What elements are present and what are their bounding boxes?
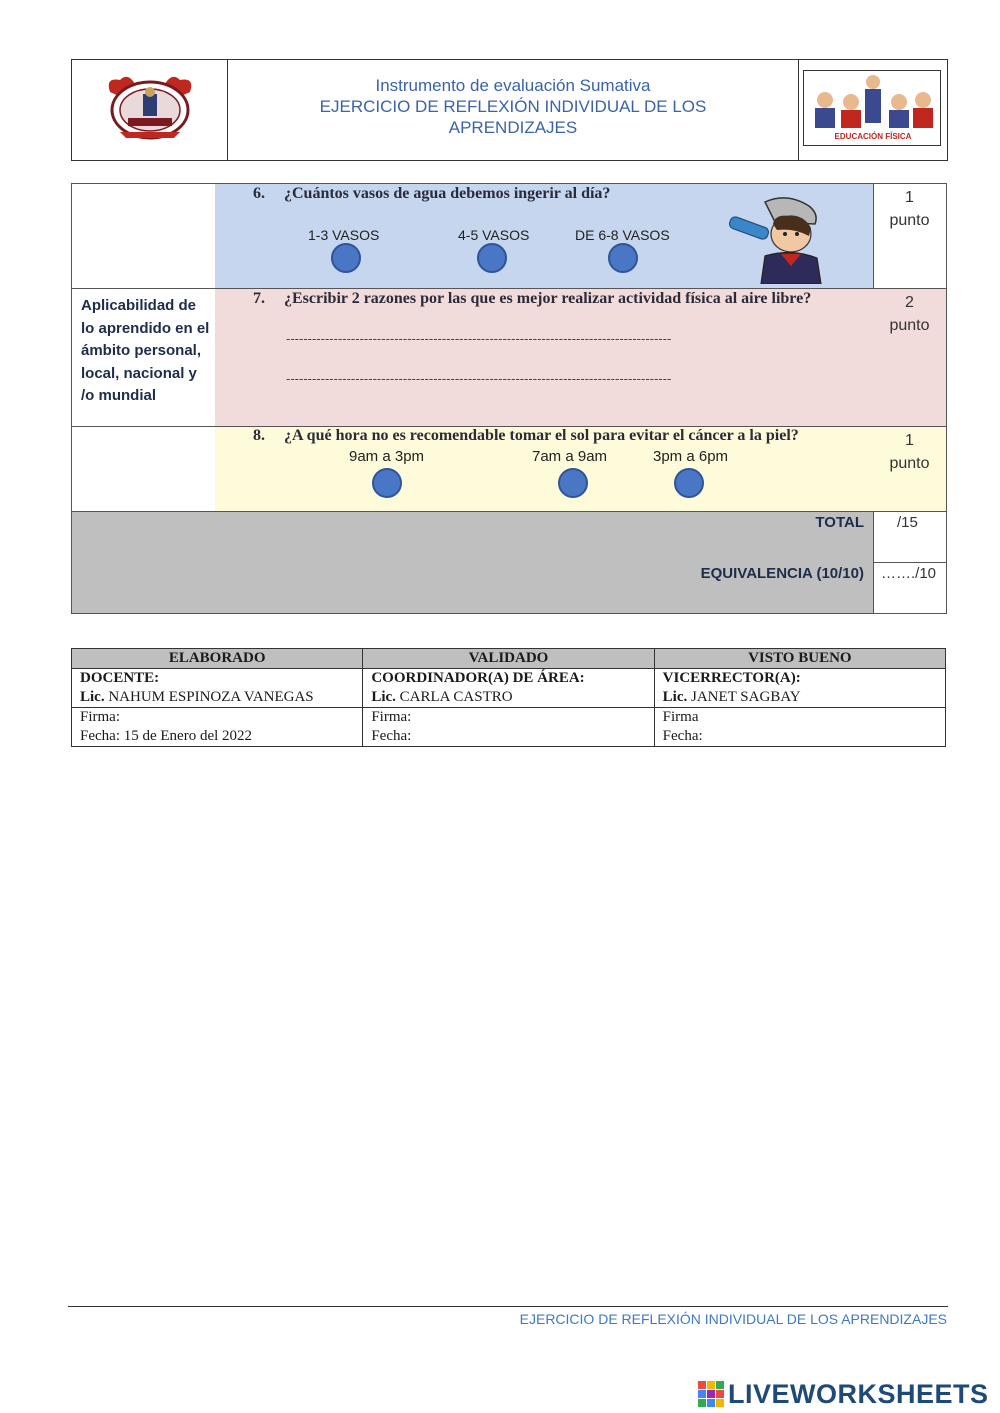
- q8-option-1-label: 9am a 3pm: [349, 448, 425, 465]
- vicerrector-name: JANET SAGBAY: [691, 689, 801, 705]
- coordinador-name: CARLA CASTRO: [399, 689, 513, 705]
- q7-points-unit: punto: [889, 317, 930, 334]
- pe-image-cell: [799, 60, 947, 160]
- q8-option-2-label: 7am a 9am: [532, 448, 608, 465]
- liveworksheets-wordmark: LIVEWORKSHEETS: [728, 1378, 989, 1409]
- vicerrector-sign-cell: [654, 708, 945, 747]
- question-7-text: ¿Escribir 2 razones por las que es mejor realizar actividad física al aire libre?: [284, 290, 812, 307]
- docente-cell: [72, 669, 363, 708]
- coordinador-cell: [363, 669, 654, 708]
- lic-prefix: Lic.: [80, 689, 105, 705]
- signatures-date-row: [72, 708, 946, 747]
- q6-option-2-radio[interactable]: [477, 243, 507, 273]
- row-6-question-cell: [215, 184, 874, 288]
- q6-option-2-label: 4-5 VASOS: [458, 227, 530, 243]
- question-8-number: 8.: [253, 427, 265, 444]
- q7-points-value: 2: [905, 294, 914, 311]
- footer-divider: [68, 1306, 948, 1307]
- question-6-points: [873, 184, 946, 288]
- signatures-header-row: [72, 649, 946, 669]
- firma-label: Firma:: [371, 709, 412, 725]
- q6-points-unit: punto: [889, 212, 930, 229]
- row-7-label-cell: [72, 289, 216, 426]
- fecha-label: Fecha: 15 de Enero del 2022: [80, 728, 253, 744]
- header-validado: VALIDADO: [363, 649, 654, 669]
- q8-points-value: 1: [905, 432, 914, 449]
- question-8-text: ¿A qué hora no es recomendable tomar el sol para evitar el cáncer a la piel?: [284, 427, 799, 444]
- role-coordinador: COORDINADOR(A) DE ÁREA:: [371, 670, 585, 686]
- q8-option-1-radio[interactable]: [372, 468, 402, 498]
- name-coordinador: [371, 688, 645, 707]
- totals-label-area: [72, 512, 874, 613]
- q6-option-1-label: 1-3 VASOS: [308, 227, 380, 243]
- title-line-2: EJERCICIO DE REFLEXIÓN INDIVIDUAL DE LOS: [319, 97, 707, 116]
- signatures-table: [71, 648, 946, 747]
- school-crest-icon: [100, 72, 200, 144]
- q8-option-3-label: 3pm a 6pm: [653, 448, 729, 465]
- title-line-3: APRENDIZAJES: [448, 118, 578, 137]
- question-8-points: [873, 427, 946, 511]
- role-vicerrector: VICERRECTOR(A):: [662, 670, 801, 686]
- document-title: [228, 60, 799, 160]
- q8-option-2-radio[interactable]: [558, 468, 588, 498]
- header-elaborado: ELABORADO: [72, 649, 363, 669]
- name-docente: [80, 688, 354, 707]
- q7-answer-line-1[interactable]: -----------------------------------------------------------------------------------------: [286, 331, 672, 346]
- role-docente: DOCENTE:: [80, 670, 160, 686]
- question-6-text: ¿Cuántos vasos de agua debemos ingerir al día?: [284, 185, 611, 202]
- fecha-label: Fecha:: [371, 728, 412, 744]
- header-visto-bueno: VISTO BUENO: [654, 649, 945, 669]
- lic-prefix: Lic.: [662, 689, 688, 705]
- question-7-points: [873, 289, 946, 426]
- equivalence-label: EQUIVALENCIA (10/10): [700, 565, 864, 582]
- total-label: TOTAL: [815, 514, 864, 531]
- lic-prefix: Lic.: [371, 689, 396, 705]
- school-logo-cell: [72, 60, 228, 160]
- liveworksheets-brand[interactable]: [698, 1376, 989, 1412]
- applicability-label: Aplicabilidad de lo aprendido en el ámbito personal, local, nacional y /o mundial: [81, 297, 210, 404]
- document-header: [71, 59, 948, 161]
- equivalence-value[interactable]: ……./10: [881, 565, 937, 582]
- question-8-row: [72, 427, 946, 512]
- questions-table: [71, 183, 947, 614]
- pe-logo-caption: EDUCACIÓN FÍSICA: [834, 132, 912, 141]
- boy-drinking-water-icon: [725, 194, 825, 284]
- row-7-question-cell: [215, 289, 874, 426]
- firma-label: Firma:: [80, 709, 120, 725]
- coordinador-sign-cell: [363, 708, 654, 747]
- q7-answer-line-2[interactable]: -----------------------------------------------------------------------------------------: [286, 371, 672, 386]
- footer-title: EJERCICIO DE REFLEXIÓN INDIVIDUAL DE LOS APRENDIZAJES: [519, 1311, 947, 1327]
- q8-option-3-radio[interactable]: [674, 468, 704, 498]
- question-6-number: 6.: [253, 185, 265, 202]
- firma-label: Firma: [662, 709, 699, 725]
- q6-option-3-label: DE 6-8 VASOS: [575, 227, 670, 243]
- totals-row: [72, 512, 946, 613]
- docente-name: NAHUM ESPINOZA VANEGAS: [108, 689, 314, 705]
- title-line-1: Instrumento de evaluación Sumativa: [375, 76, 651, 95]
- question-7-row: [72, 289, 946, 427]
- q6-option-1-radio[interactable]: [331, 243, 361, 273]
- docente-sign-cell: [72, 708, 363, 747]
- question-6-row: [72, 184, 946, 289]
- row-8-label-cell: [72, 427, 216, 511]
- q6-points-value: 1: [905, 189, 914, 206]
- row-8-question-cell: [215, 427, 874, 511]
- q6-option-3-radio[interactable]: [608, 243, 638, 273]
- total-value[interactable]: /15: [873, 512, 946, 563]
- vicerrector-cell: [654, 669, 945, 708]
- liveworksheets-logo-icon: [698, 1381, 724, 1407]
- row-6-label-cell: [72, 184, 216, 288]
- question-7-number: 7.: [253, 290, 265, 307]
- q8-points-unit: punto: [889, 455, 930, 472]
- signatures-names-row: [72, 669, 946, 708]
- name-vicerrector: [663, 688, 937, 707]
- fecha-label: Fecha:: [662, 728, 703, 744]
